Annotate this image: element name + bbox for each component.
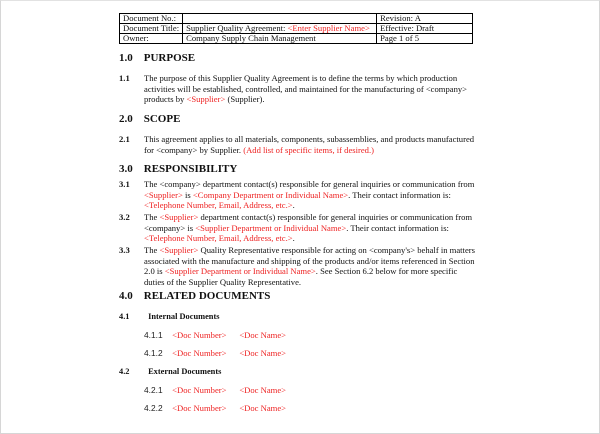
owner-label: Owner: (120, 34, 183, 44)
section-number: 4.0 (119, 290, 133, 302)
section-heading-scope (119, 113, 180, 125)
section-heading-related-documents (119, 290, 270, 302)
paragraph-number: 1.1 (119, 73, 130, 83)
document-no-value (183, 14, 377, 24)
doc-item-number: 4.2.2 (144, 403, 163, 413)
paragraph-text (144, 245, 479, 288)
section-heading-responsibility (119, 163, 237, 175)
doc-item-number: 4.1.2 (144, 348, 163, 358)
section-number: 3.0 (119, 163, 133, 175)
text-segment: The purpose of this Supplier Quality Agreement is to define the terms by which production activities will be established, controlled, and maintained for the manufacturing of <company> products by (144, 73, 468, 105)
doc-number-placeholder: <Doc Number> (172, 348, 227, 358)
supplier-placeholder: <Supplier> (159, 212, 199, 222)
paragraph-number: 2.1 (119, 134, 130, 144)
paragraph-text (144, 134, 479, 155)
doc-number-placeholder: <Doc Number> (172, 385, 227, 395)
doc-item-number: 4.1.1 (144, 330, 163, 340)
doc-name-placeholder: <Doc Name> (239, 385, 286, 395)
doc-name-placeholder: <Doc Name> (239, 330, 286, 340)
paragraph-3-3 (119, 245, 479, 288)
paragraph-number: 3.2 (119, 212, 130, 222)
text-segment: The <company> department contact(s) responsible for general inquiries or communication from (144, 179, 475, 189)
paragraph-text (144, 73, 479, 105)
company-department-placeholder: <Company Department or Individual Name> (192, 189, 349, 200)
supplier-name-placeholder: <Enter Supplier Name> (287, 23, 370, 33)
subsection-title: External Documents (148, 367, 222, 376)
document-no-label: Document No.: (120, 14, 183, 24)
section-title: RELATED DOCUMENTS (143, 290, 271, 302)
text-segment: . See Section 6.2 below for more specific duties of the Supplier Quality Representative. (144, 266, 458, 288)
effective-cell: Effective: Draft (377, 24, 473, 34)
supplier-placeholder: <Supplier> (186, 94, 226, 105)
paragraph-2-1 (119, 134, 479, 155)
revision-cell: Revision: A (377, 14, 473, 24)
subheading-internal-documents (119, 312, 220, 322)
paragraph-1-1 (119, 73, 479, 105)
page-number-cell: Page 1 of 5 (377, 34, 473, 44)
text-segment: department contact(s) responsible for general inquiries or communication from <company> is (144, 212, 473, 233)
text-segment: (Supplier). (225, 94, 265, 105)
header-row-document-title (120, 24, 473, 34)
document-title-text: Supplier Quality Agreement: (186, 23, 288, 33)
doc-reference-row (144, 348, 286, 358)
header-row-document-no (120, 14, 473, 24)
supplier-department-placeholder: <Supplier Department or Individual Name> (164, 266, 316, 277)
document-title-value (183, 24, 377, 34)
header-row-owner (120, 34, 473, 44)
paragraph-number: 3.3 (119, 245, 130, 255)
section-title: RESPONSIBILITY (143, 163, 238, 175)
contact-info-placeholder: <Telephone Number, Email, Address, etc.> (144, 200, 293, 211)
doc-name-placeholder: <Doc Name> (239, 403, 286, 413)
doc-number-placeholder: <Doc Number> (172, 403, 227, 413)
doc-name-placeholder: <Doc Name> (239, 348, 286, 358)
supplier-placeholder: <Supplier> (144, 189, 183, 200)
paragraph-3-2 (119, 212, 479, 244)
doc-item-number: 4.2.1 (144, 385, 163, 395)
text-segment: Quality Representative responsible for acting on <company's> behalf in matters associated with the manufacture and shipping of the products and/or items referenced in Section 2.0 is (144, 245, 475, 277)
text-segment: . (292, 200, 295, 211)
section-number: 1.0 (119, 52, 133, 64)
text-segment: The (144, 245, 160, 255)
subheading-external-documents (119, 367, 221, 377)
text-segment: This agreement applies to all materials, components, subassemblies, and products manufactured for <company> by Supplier. (144, 134, 475, 155)
text-segment: is (182, 189, 193, 200)
document-header-table (119, 13, 473, 44)
section-title: SCOPE (143, 113, 181, 125)
paragraph-text (144, 212, 479, 244)
paragraph-3-1 (119, 179, 479, 211)
doc-reference-row (144, 385, 286, 395)
owner-value: Company Supply Chain Management (183, 34, 377, 44)
doc-reference-row (144, 330, 286, 340)
paragraph-text (144, 179, 479, 211)
supplier-department-placeholder: <Supplier Department or Individual Name> (195, 222, 347, 233)
section-title: PURPOSE (143, 52, 196, 64)
subsection-title: Internal Documents (148, 312, 220, 321)
text-segment: . Their contact information is: (346, 222, 449, 233)
document-title-label: Document Title: (120, 24, 183, 34)
section-number: 2.0 (119, 113, 133, 125)
doc-reference-row (144, 403, 286, 413)
supplier-placeholder: <Supplier> (159, 245, 199, 255)
text-segment: . Their contact information is: (348, 189, 451, 200)
subsection-number: 4.1 (119, 312, 130, 321)
subsection-number: 4.2 (119, 367, 130, 376)
section-heading-purpose (119, 52, 195, 64)
specific-items-placeholder: (Add list of specific items, if desired.) (243, 144, 374, 155)
text-segment: The (144, 212, 160, 222)
doc-number-placeholder: <Doc Number> (172, 330, 227, 340)
contact-info-placeholder: <Telephone Number, Email, Address, etc.> (144, 233, 293, 244)
text-segment: . (292, 233, 295, 244)
paragraph-number: 3.1 (119, 179, 130, 189)
